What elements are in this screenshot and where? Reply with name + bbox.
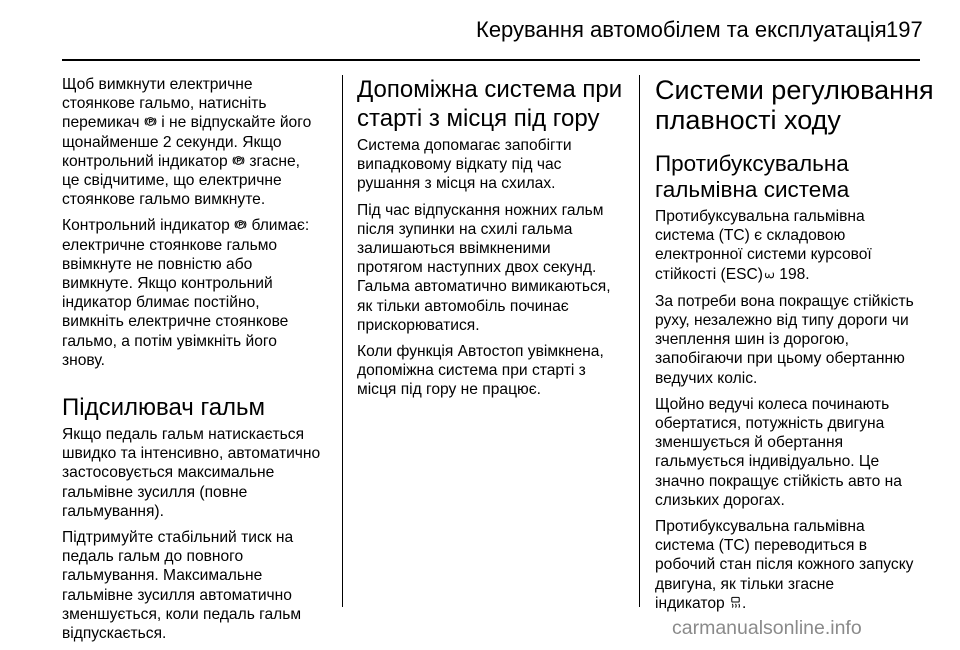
text-line: За потреби вона покращує стійкість (655, 292, 914, 310)
text-line: Щоб вимкнути електричне (62, 76, 253, 93)
text-line: гальмівне зусилля (повне (62, 483, 248, 501)
text-line: педаль гальм до повного (62, 548, 244, 566)
page-header-title: Керування автомобілем та експлуатація (476, 17, 887, 42)
paragraph (655, 395, 927, 510)
page-header (0, 0, 960, 62)
paragraph (655, 517, 927, 613)
text-line: гальмо, а потім увімкніть його (62, 332, 277, 350)
text-line: Гальма автоматично вимикаються, (357, 278, 611, 296)
text-line: система (TC) є складовою (655, 227, 846, 245)
text-line: Підтримуйте стабільний тиск на (62, 529, 294, 547)
text-line: контрольний індикатор згасне, (62, 152, 300, 170)
text-line: Протибуксувальна гальмівна (655, 518, 865, 536)
text-line: вимкніть електричне стоянкове (62, 313, 289, 331)
text-line: система (TC) переводиться в (655, 537, 868, 555)
parking-brake-icon (144, 115, 157, 128)
text-line: запобігаючи при цьому обертанню (655, 350, 905, 368)
text-line: стоянкове гальмо, натисніть (62, 95, 267, 113)
text-line: зменшується, коли педаль гальм (62, 605, 302, 623)
text-line: залишаються ввімкненими (357, 240, 551, 258)
text-line: індикатор блимає постійно, (62, 294, 260, 312)
text-line: двигуна, як тільки згасне (655, 575, 835, 593)
text-line: швидко та інтенсивно, автоматично (62, 445, 321, 463)
text-line: гальмування. Максимальне (62, 567, 263, 585)
paragraph (62, 75, 332, 209)
column-3 (655, 75, 934, 620)
chapter-heading: Системи регулювання плавності ходу (655, 75, 934, 135)
text-line: слизьких дорогах. (655, 491, 785, 509)
text-line: стійкості (ESC) 3 198. (655, 265, 810, 283)
paragraph (655, 292, 927, 388)
text-line: вимкнуте. Якщо контрольний (62, 275, 273, 293)
text-line: ввімкнуте не повністю або (62, 255, 253, 273)
paragraph (357, 342, 625, 400)
text-line: гальмується індивідуально. Це (655, 453, 880, 471)
paragraph (62, 425, 332, 521)
parking-brake-icon (234, 218, 247, 231)
text-line: Протибуксувальна гальмівна (655, 208, 865, 225)
text-line: місця під гору не працює. (357, 381, 541, 399)
text-line: робочий стан після кожного запуску (655, 556, 914, 574)
text-line: ведучих коліс. (655, 369, 758, 387)
text-line: допоміжна система при старті з (357, 362, 586, 380)
text-line: електричне стоянкове гальмо (62, 236, 278, 254)
text-line: гальмування). (62, 502, 164, 520)
section-heading: Допоміжна система при старті з місця під гору (357, 76, 623, 132)
text-line: Система допомагає запобігти (357, 137, 572, 154)
page-reference[interactable]: 198. (774, 265, 810, 283)
text-line: випадковому відкату під час (357, 156, 562, 174)
subsection-heading: Протибуксувальна гальмівна система (655, 151, 850, 202)
text-line: як тільки автомобіль починає (357, 297, 569, 315)
text-line: зменшується й обертання (655, 434, 844, 452)
text-line: Щойно ведучі колеса починають (655, 395, 890, 413)
text-line: щонайменше 2 секунди. Якщо (62, 133, 282, 151)
column-2 (357, 75, 625, 407)
text-line: після зупинки на схилі гальма (357, 220, 573, 238)
text-line: Контрольний індикатор блимає: (62, 217, 310, 235)
text-line: прискорюватися. (357, 316, 480, 334)
column-divider (639, 75, 640, 607)
cross-reference-arrow-icon: 3 (763, 271, 778, 280)
text-line: знову. (62, 351, 105, 369)
text-line: протягом наступних двох секунд. (357, 259, 597, 277)
text-line: індикатор . (655, 594, 747, 612)
text-line: Якщо педаль гальм натискається (62, 426, 305, 444)
text-line: це свідчитиме, що електричне (62, 172, 282, 190)
traction-control-icon (729, 596, 742, 609)
paragraph (62, 216, 332, 370)
text-line: значно покращує стійкість авто на (655, 472, 902, 490)
text-line: перемикач і не відпускайте його (62, 114, 312, 132)
section-heading: Підсилювач гальм (62, 394, 266, 422)
column-1 (62, 75, 332, 650)
text-line: застосовується максимальне (62, 464, 275, 482)
column-divider (342, 75, 343, 607)
watermark: carmanualsonline.info (672, 617, 862, 639)
text-line: гальмівне зусилля автоматично (62, 586, 292, 604)
page-number: 197 (886, 17, 923, 42)
text-line: Під час відпускання ножних гальм (357, 201, 604, 219)
text-line: стоянкове гальмо вимкнуте. (62, 191, 266, 209)
text-line: обертатися, потужність двигуна (655, 415, 885, 433)
paragraph (655, 207, 927, 285)
parking-brake-icon (232, 154, 245, 167)
text-line: Коли функція Автостоп увімкнена, (357, 343, 604, 361)
text-line: рушання з місця на схилах. (357, 175, 556, 193)
paragraph (357, 201, 625, 335)
text-line: руху, незалежно від типу дороги чи (655, 312, 909, 330)
paragraph (357, 136, 625, 194)
text-line: відпускається. (62, 625, 167, 643)
header-rule (62, 59, 920, 61)
text-line: електронної системи курсової (655, 246, 872, 264)
text-line: зчеплення шин із дорогою, (655, 331, 849, 349)
paragraph (62, 528, 332, 643)
